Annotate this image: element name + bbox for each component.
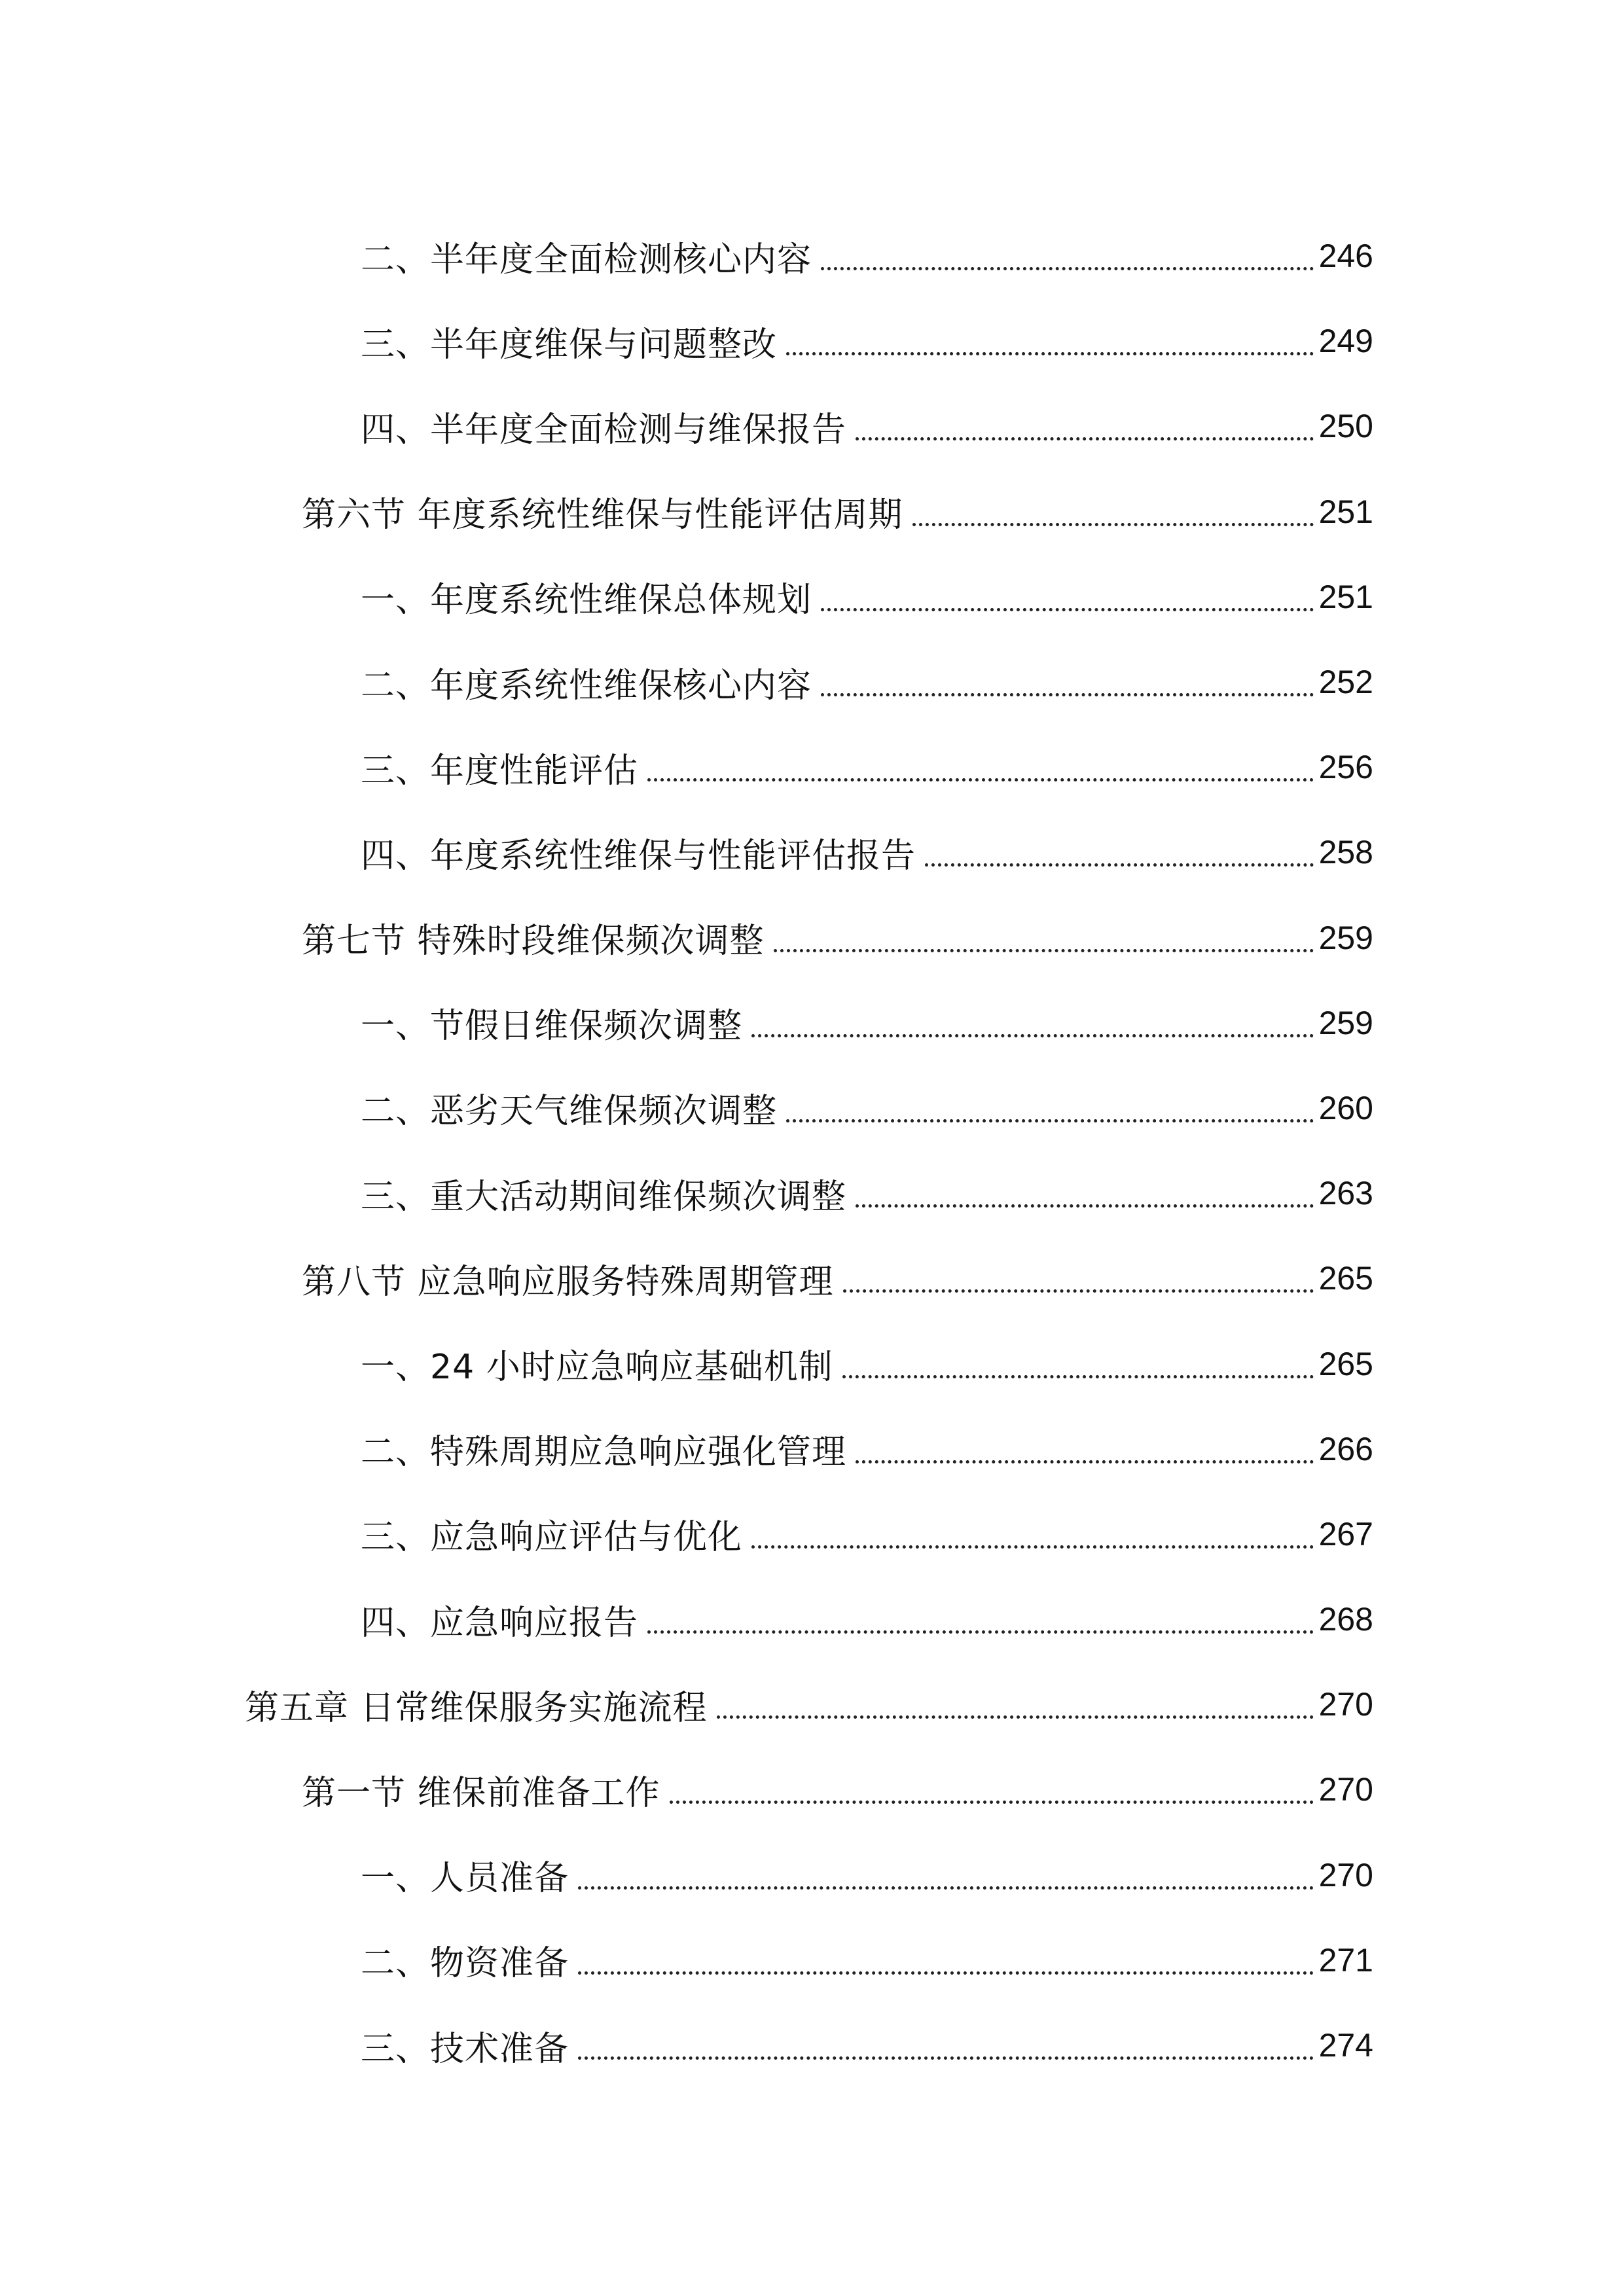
toc-entry[interactable] <box>0 895 1624 980</box>
toc-dot-leader <box>842 1347 1314 1381</box>
toc-entry[interactable] <box>0 980 1624 1066</box>
toc-dot-leader <box>751 1006 1314 1040</box>
toc-entry-title: 四、半年度全面检测与维保报告 <box>361 410 847 450</box>
toc-entry-page-number: 266 <box>1318 1430 1373 1467</box>
toc-entry[interactable] <box>0 469 1624 554</box>
toc-dot-leader <box>578 1943 1314 1977</box>
toc-entry-title: 三、年度性能评估 <box>361 751 639 791</box>
toc-entry[interactable] <box>0 554 1624 639</box>
toc-dot-leader <box>647 750 1314 784</box>
toc-entry-page-number: 259 <box>1318 919 1373 956</box>
toc-entry-page-number: 265 <box>1318 1260 1373 1297</box>
toc-entry-title: 第六节 年度系统性维保与性能评估周期 <box>302 495 903 535</box>
toc-dot-leader <box>821 239 1314 273</box>
toc-entry-title: 二、物资准备 <box>361 1944 569 1984</box>
toc-dot-leader <box>856 1176 1314 1210</box>
toc-dot-leader <box>670 1772 1314 1806</box>
toc-entry-title: 三、技术准备 <box>361 2029 569 2069</box>
toc-entry-page-number: 265 <box>1318 1345 1373 1382</box>
toc-entry-title: 一、节假日维保频次调整 <box>361 1007 743 1047</box>
toc-dot-leader <box>786 1091 1314 1125</box>
toc-entry[interactable] <box>0 1407 1624 1492</box>
toc-entry-page-number: 270 <box>1318 1771 1373 1808</box>
toc-entry-page-number: 251 <box>1318 578 1373 615</box>
toc-entry-page-number: 270 <box>1318 1856 1373 1893</box>
toc-entry-page-number: 251 <box>1318 493 1373 530</box>
toc-entry-page-number: 268 <box>1318 1601 1373 1638</box>
toc-entry[interactable] <box>0 2003 1624 2088</box>
toc-entry-page-number: 246 <box>1318 238 1373 275</box>
toc-entry[interactable] <box>0 1747 1624 1832</box>
toc-entry[interactable] <box>0 298 1624 384</box>
toc-entry-title: 二、特殊周期应急响应强化管理 <box>361 1433 847 1473</box>
toc-dot-leader <box>925 835 1314 869</box>
toc-entry-title: 三、应急响应评估与优化 <box>361 1518 743 1558</box>
toc-dot-leader <box>774 921 1314 955</box>
toc-entry-title: 四、应急响应报告 <box>361 1603 639 1643</box>
toc-dot-leader <box>717 1687 1314 1721</box>
toc-entry-page-number: 259 <box>1318 1004 1373 1041</box>
toc-entry-title: 第五章 日常维保服务实施流程 <box>245 1688 708 1728</box>
toc-entry[interactable] <box>0 384 1624 469</box>
toc-entry-page-number: 256 <box>1318 749 1373 786</box>
toc-dot-leader <box>856 409 1314 443</box>
toc-entry[interactable] <box>0 1236 1624 1321</box>
toc-entry-page-number: 258 <box>1318 834 1373 871</box>
toc-entry-title: 三、重大活动期间维保频次调整 <box>361 1177 847 1217</box>
toc-entry-page-number: 274 <box>1318 2027 1373 2064</box>
toc-entry[interactable] <box>0 1833 1624 1918</box>
toc-dot-leader <box>647 1602 1314 1636</box>
toc-entry-page-number: 260 <box>1318 1089 1373 1126</box>
toc-entry[interactable] <box>0 1577 1624 1662</box>
toc-dot-leader <box>843 1261 1314 1295</box>
toc-entry-page-number: 250 <box>1318 408 1373 445</box>
toc-entry-title: 第一节 维保前准备工作 <box>302 1773 660 1813</box>
toc-entry[interactable] <box>0 1066 1624 1151</box>
toc-entry-title: 二、年度系统性维保核心内容 <box>361 666 812 706</box>
toc-entry-title: 二、半年度全面检测核心内容 <box>361 240 812 279</box>
toc-entry-title: 第七节 特殊时段维保频次调整 <box>302 922 765 961</box>
toc-entry-title: 一、年度系统性维保总体规划 <box>361 581 812 620</box>
toc-entry[interactable] <box>0 1662 1624 1747</box>
toc-entry-title: 三、半年度维保与问题整改 <box>361 325 778 365</box>
toc-entry[interactable] <box>0 639 1624 725</box>
toc-dot-leader <box>578 2028 1314 2062</box>
toc-dot-leader <box>578 1858 1314 1892</box>
toc-entry-page-number: 271 <box>1318 1941 1373 1979</box>
toc-entry-page-number: 263 <box>1318 1175 1373 1212</box>
toc-entry[interactable] <box>0 1492 1624 1577</box>
toc-dot-leader <box>751 1517 1314 1551</box>
toc-dot-leader <box>912 495 1314 529</box>
toc-dot-leader <box>821 665 1314 699</box>
toc-entry-title: 四、年度系统性维保与性能评估报告 <box>361 836 916 876</box>
toc-entry-title: 二、恶劣天气维保频次调整 <box>361 1092 778 1132</box>
toc-entry-title: 第八节 应急响应服务特殊周期管理 <box>302 1262 834 1302</box>
toc-entry[interactable] <box>0 1918 1624 2003</box>
toc-entry-title: 一、24 小时应急响应基础机制 <box>361 1348 833 1388</box>
toc-entry[interactable] <box>0 810 1624 895</box>
toc-dot-leader <box>821 580 1314 614</box>
toc-entry[interactable] <box>0 213 1624 298</box>
toc-dot-leader <box>786 324 1314 358</box>
toc-dot-leader <box>856 1432 1314 1466</box>
toc-entry-page-number: 270 <box>1318 1686 1373 1723</box>
toc-entry-page-number: 267 <box>1318 1515 1373 1552</box>
toc-entry[interactable] <box>0 725 1624 810</box>
toc-entry-title: 一、人员准备 <box>361 1859 569 1899</box>
toc-entry-page-number: 252 <box>1318 664 1373 701</box>
table-of-contents <box>0 213 1624 2088</box>
toc-entry[interactable] <box>0 1151 1624 1236</box>
toc-entry-page-number: 249 <box>1318 323 1373 360</box>
toc-entry[interactable] <box>0 1321 1624 1406</box>
